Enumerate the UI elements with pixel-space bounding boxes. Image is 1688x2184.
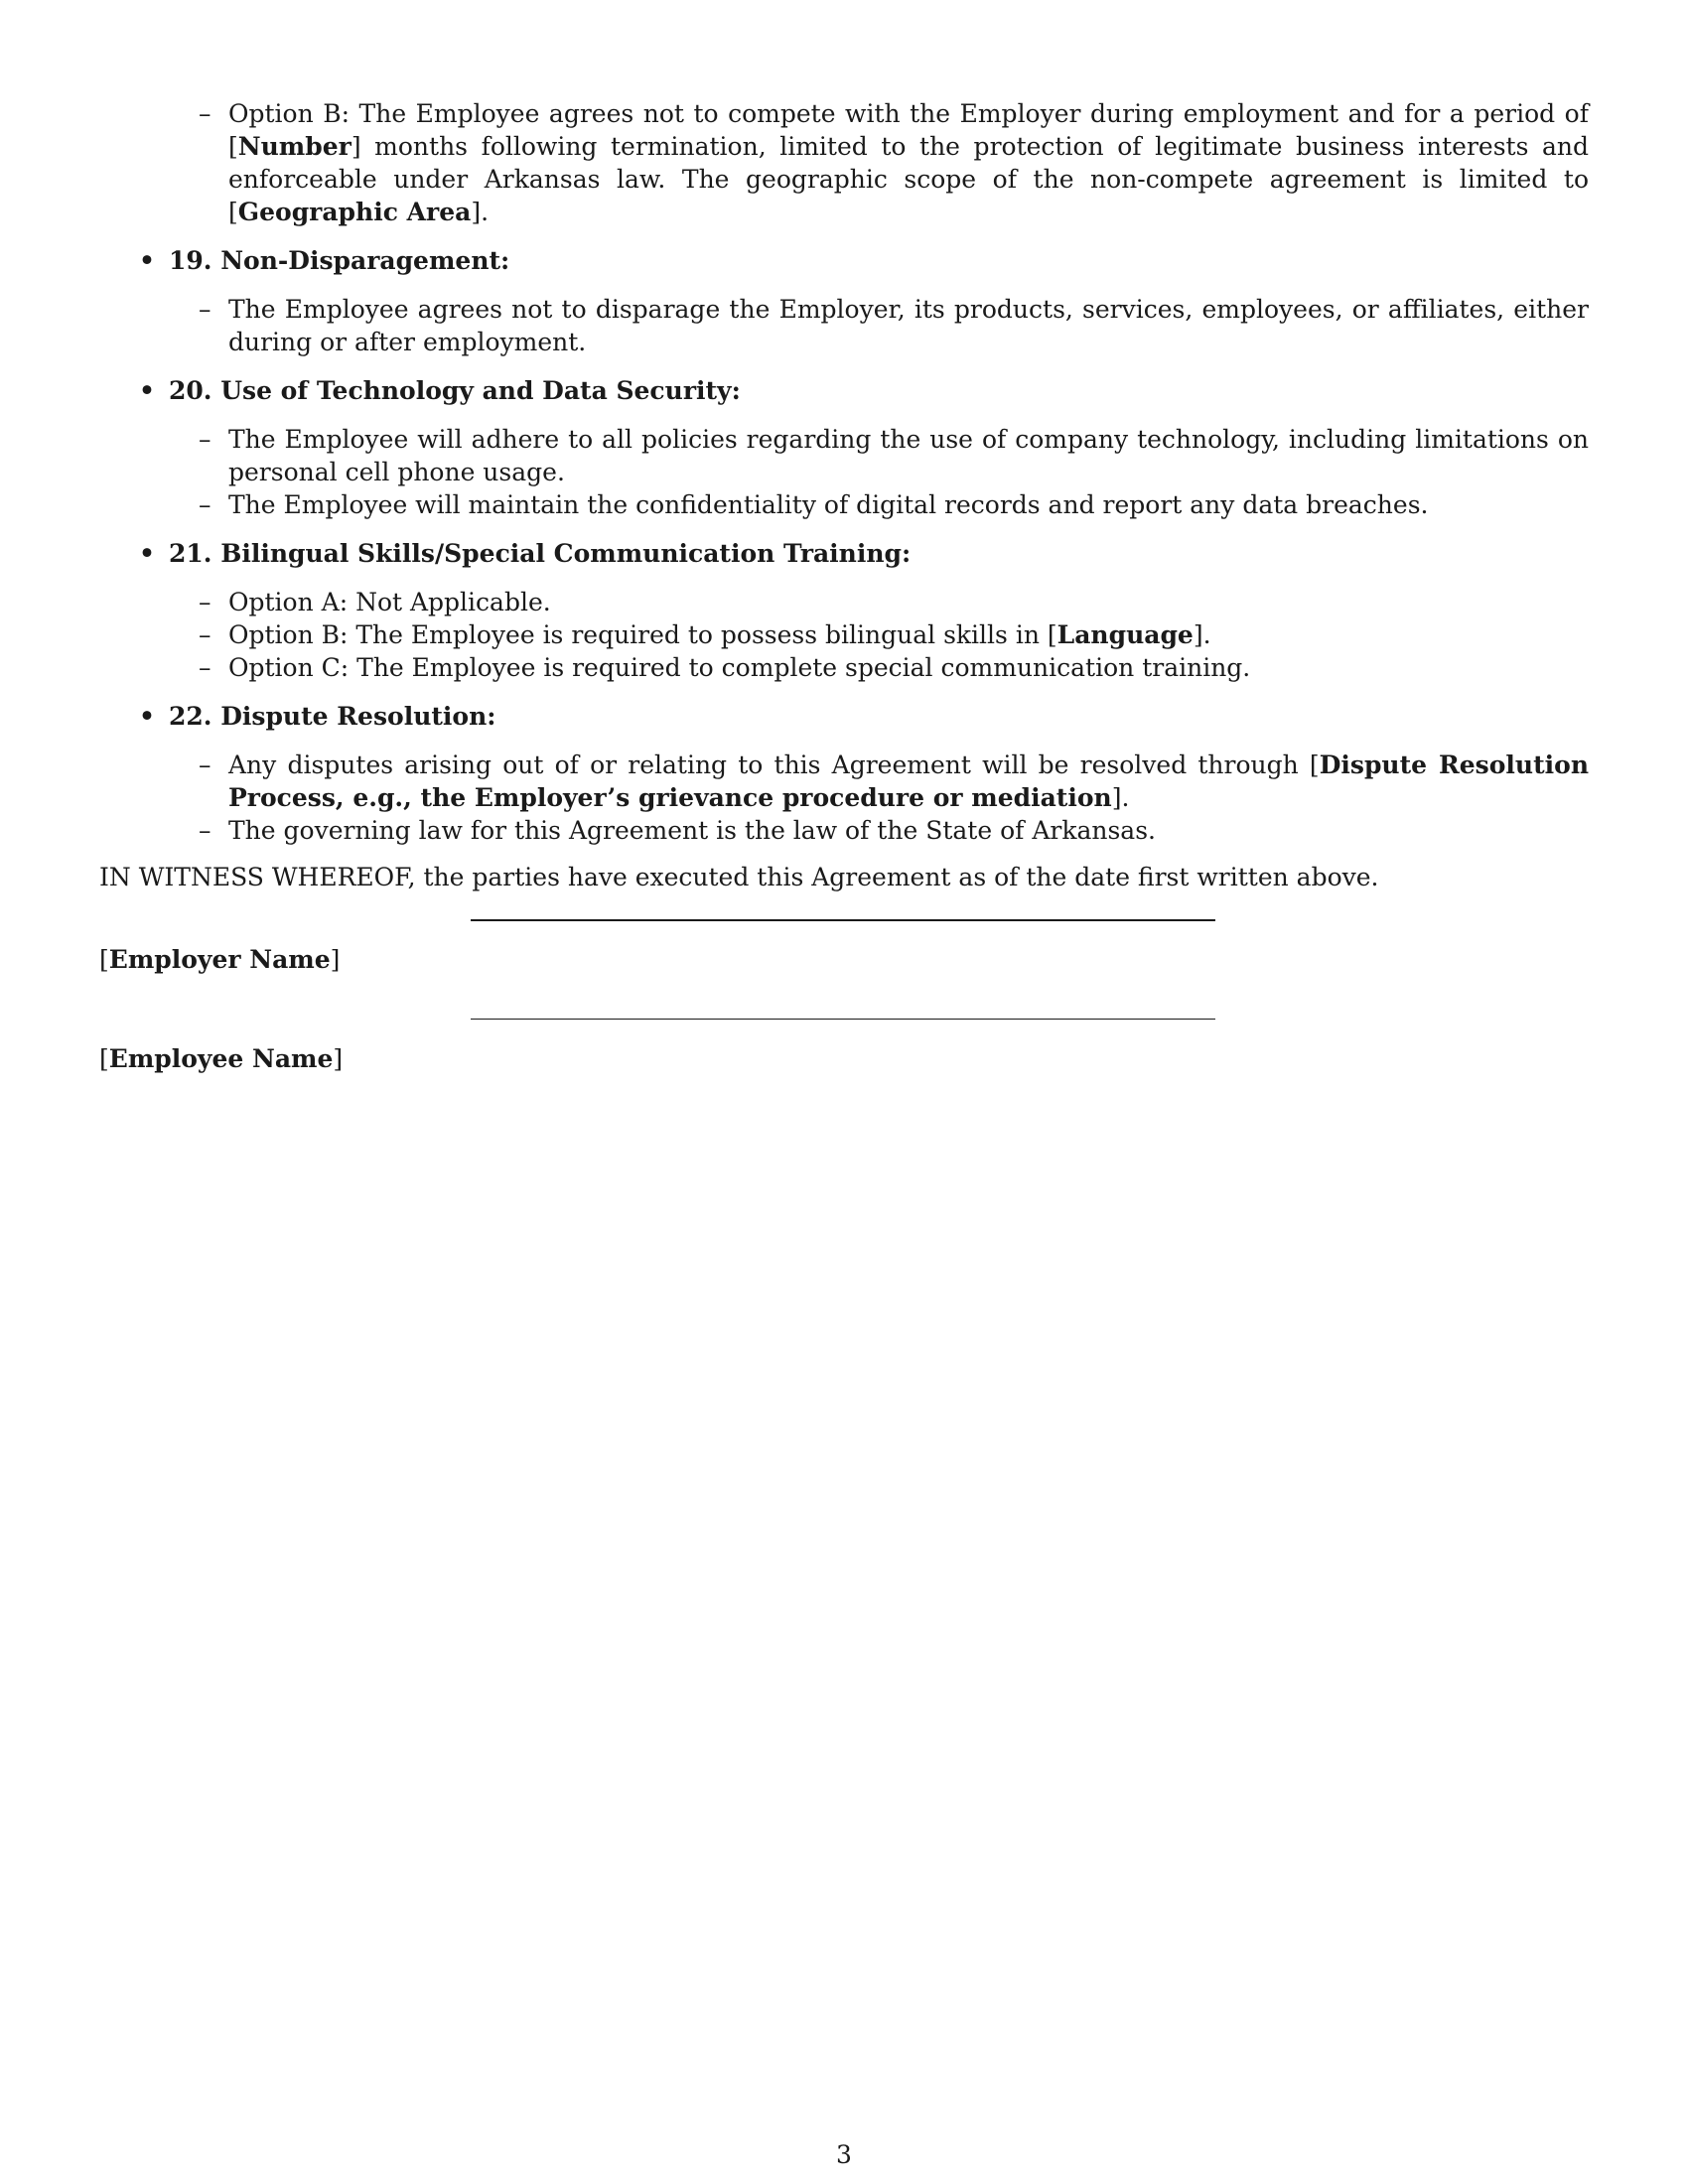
document-body	[99, 97, 1589, 1118]
witness-clause: IN WITNESS WHEREOF, the parties have executed this Agreement as of the date first written above.	[99, 863, 1379, 891]
section-20-title: 20. Use of Technology and Data Security:	[169, 376, 741, 405]
non-compete-option-b: – Option B: The Employee agrees not to compete with the Employer during employment and for a period of [Number] months following termination, limited to the protection of legitimate business interests and enforceable under Arkansas law. The geographic scope of the non-compete agreement is limited to [Geographic Area].	[199, 99, 1589, 226]
section-22-item-1: – Any disputes arising out of or relating to this Agreement will be resolved through [Dispute Resolution Process, e.g., the Employer’s grievance procedure or mediation].	[199, 751, 1589, 812]
section-19-list	[99, 293, 1589, 358]
section-20-item-2	[199, 488, 1589, 521]
option-b-middle: months following termination, limited to the protection of legitimate business interests and enforceable under Arkansas law. The geographic scope of the non-compete agreement is limited to	[228, 132, 1589, 194]
section-21-option-b-text: Option B: The Employee is required to possess bilingual skills in	[228, 620, 1048, 649]
section-22-title: 22. Dispute Resolution:	[169, 702, 496, 731]
section-19-title: 19. Non-Disparagement:	[169, 246, 510, 275]
section-21-option-a	[199, 586, 1589, 618]
section-21-option-b: – Option B: The Employee is required to possess bilingual skills in [Language].	[199, 620, 1211, 649]
section-21-option-c-text: Option C: The Employee is required to complete special communication training.	[228, 653, 1251, 682]
dash-marker: –	[199, 653, 211, 682]
section-22-item-1-suffix: .	[1121, 783, 1130, 812]
section-19-item-1-text: The Employee agrees not to disparage the Employer, its products, services, employees, or affiliates, either during or after employment.	[228, 295, 1589, 356]
dispute-process-placeholder: Dispute Resolution Process, e.g., the Employer’s grievance procedure or mediation	[228, 751, 1589, 812]
employer-name-text: Employer Name	[108, 945, 331, 974]
option-b-suffix: .	[481, 198, 490, 226]
dash-marker: –	[199, 620, 211, 649]
number-placeholder: Number	[237, 132, 352, 161]
section-20-item-1	[199, 423, 1589, 488]
section-21-option-b-suffix: .	[1202, 620, 1211, 649]
dash-marker: –	[199, 425, 211, 454]
section-21-heading	[139, 537, 1589, 570]
dash-marker: –	[199, 816, 211, 845]
geographic-area-placeholder: Geographic Area	[237, 198, 472, 226]
dash-marker: –	[199, 295, 211, 324]
section-20-item-2-text: The Employee will maintain the confidentiality of digital records and report any data breaches.	[228, 490, 1429, 519]
section-20-item-1-text: The Employee will adhere to all policies regarding the use of company technology, including limitations on personal cell phone usage.	[228, 425, 1589, 486]
section-22-item-1-text: Any disputes arising out of or relating to this Agreement will be resolved through	[228, 751, 1310, 779]
section-21-option-a-text: Option A: Not Applicable.	[228, 588, 551, 616]
section-19-item-1	[199, 293, 1589, 358]
bullet-marker: •	[139, 376, 155, 405]
dash-marker: –	[199, 99, 211, 128]
employer-name: [Employer Name]	[99, 945, 341, 974]
employee-signature-block	[99, 1019, 1589, 1118]
section-22-item-2	[199, 814, 1589, 847]
section-22-item-2-text: The governing law for this Agreement is the law of the State of Arkansas.	[228, 816, 1156, 845]
bullet-marker: •	[139, 702, 155, 731]
section-20-list	[99, 423, 1589, 521]
section-19-heading	[139, 244, 1589, 277]
section-22-heading	[139, 700, 1589, 733]
option-b-prefix: Option B: The Employee agrees not to compete with the Employer during employment and for a period of	[228, 99, 1589, 128]
section-21-title: 21. Bilingual Skills/Special Communication Training:	[169, 539, 912, 568]
employee-name-text: Employee Name	[108, 1044, 334, 1073]
employee-name: [Employee Name]	[99, 1044, 344, 1073]
section-21-option-c	[199, 651, 1589, 684]
section-22-list	[99, 749, 1589, 847]
bullet-marker: •	[139, 246, 155, 275]
dash-marker: –	[199, 588, 211, 616]
employee-signature-line	[471, 1019, 1215, 1020]
section-20-heading	[139, 374, 1589, 407]
dash-marker: –	[199, 751, 211, 779]
bullet-marker: •	[139, 539, 155, 568]
section-21-list	[99, 586, 1589, 684]
employer-signature-block	[99, 919, 1589, 1019]
dash-marker: –	[199, 490, 211, 519]
page-number: 3	[836, 2140, 852, 2169]
language-placeholder: Language	[1056, 620, 1194, 649]
employer-signature-line	[471, 919, 1215, 921]
